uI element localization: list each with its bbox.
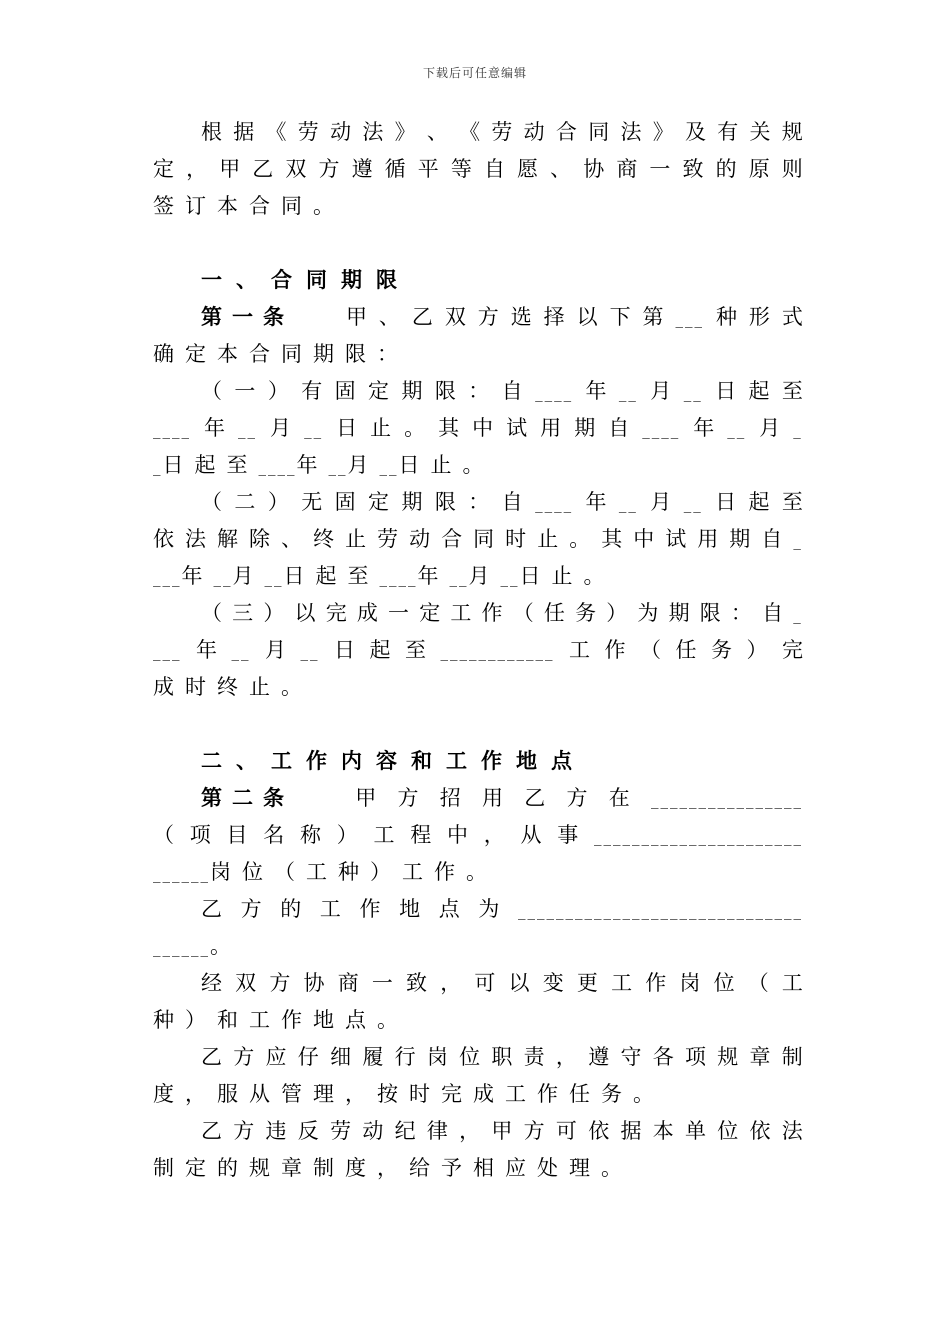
text-line: ______ 。	[153, 934, 231, 958]
text-line: 第 二 条 甲 方 招 用 乙 方 在 ________________	[153, 780, 803, 817]
text-line: 乙 方 的 工 作 地 点 为 ______________________________	[201, 897, 803, 921]
spacer	[153, 225, 803, 262]
term-option-open	[153, 484, 803, 595]
text-line: 定 ， 甲 乙 双 方 遵 循 平 等 自 愿 、 协 商 一 致 的 原 则	[153, 157, 803, 181]
term-option-fixed	[153, 373, 803, 484]
page-header: 下载后可任意编辑	[422, 66, 527, 80]
change-paragraph	[153, 965, 803, 1039]
text-line: 度 ， 服 从 管 理 ， 按 时 完 成 工 作 任 务 。	[153, 1082, 654, 1106]
text-line: （ 项 目 名 称 ） 工 程 中 ， 从 事 ______________________	[153, 823, 803, 847]
text-line: ______ 岗 位 （ 工 种 ） 工 作 。	[153, 860, 487, 884]
article-label: 第 一 条	[201, 305, 284, 329]
workplace-paragraph	[153, 891, 803, 965]
contract-body	[153, 114, 803, 1187]
text-line: 成 时 终 止 。	[153, 675, 302, 699]
text-line: 签 订 本 合 同 。	[153, 194, 334, 218]
text-line: （ 一 ） 有 固 定 期 限 ： 自 ____ 年 __ 月 __ 日 起 至	[201, 379, 803, 403]
intro-paragraph	[153, 114, 803, 225]
text-line: （ 二 ） 无 固 定 期 限 ： 自 ____ 年 __ 月 __ 日 起 至	[201, 490, 803, 514]
term-option-task	[153, 595, 803, 706]
section-title-work-content	[153, 743, 803, 780]
section-title-contract-term	[153, 262, 803, 299]
text-line: 确 定 本 合 同 期 限 ：	[153, 342, 398, 366]
text-line: 乙 方 应 仔 细 履 行 岗 位 职 责 ， 遵 守 各 项 规 章 制	[201, 1045, 803, 1069]
text-line: 第 一 条 甲 、 乙 双 方 选 择 以 下 第 ___ 种 形 式	[153, 299, 803, 336]
text-line: （ 三 ） 以 完 成 一 定 工 作 （ 任 务 ） 为 期 限 ： 自 _	[201, 601, 803, 625]
text-line: ____ 年 __ 月 __ 日 止 。 其 中 试 用 期 自 ____ 年 __ 月 _	[153, 416, 803, 440]
text-line: _ 日 起 至 ____ 年 __ 月 __ 日 止 。	[153, 453, 484, 477]
article-label: 第 二 条	[201, 786, 284, 810]
duty-paragraph	[153, 1039, 803, 1113]
discipline-paragraph	[153, 1113, 803, 1187]
spacer	[153, 706, 803, 743]
text-line: ___ 年 __ 月 __ 日 起 至 ____________ 工 作 （ 任 务 ） 完	[153, 638, 803, 662]
section-title-text: 一 、 合 同 期 限	[201, 268, 397, 292]
text-line: 根 据 《 劳 动 法 》 、 《 劳 动 合 同 法 》 及 有 关 规	[201, 120, 803, 144]
text-line: 制 定 的 规 章 制 度 ， 给 予 相 应 处 理 。	[153, 1156, 622, 1180]
article-2	[153, 780, 803, 891]
text-line: ___ 年 __ 月 __ 日 起 至 ____ 年 __ 月 __ 日 止 。	[153, 564, 605, 588]
text-line: 种 ） 和 工 作 地 点 。	[153, 1008, 398, 1032]
text-line: 依 法 解 除 、 终 止 劳 动 合 同 时 止 。 其 中 试 用 期 自 _	[153, 527, 803, 551]
text-line: 经 双 方 协 商 一 致 ， 可 以 变 更 工 作 岗 位 （ 工	[201, 971, 803, 995]
article-1	[153, 299, 803, 373]
text-line: 乙 方 违 反 劳 动 纪 律 ， 甲 方 可 依 据 本 单 位 依 法	[201, 1119, 803, 1143]
section-title-text: 二 、 工 作 内 容 和 工 作 地 点	[201, 749, 572, 773]
